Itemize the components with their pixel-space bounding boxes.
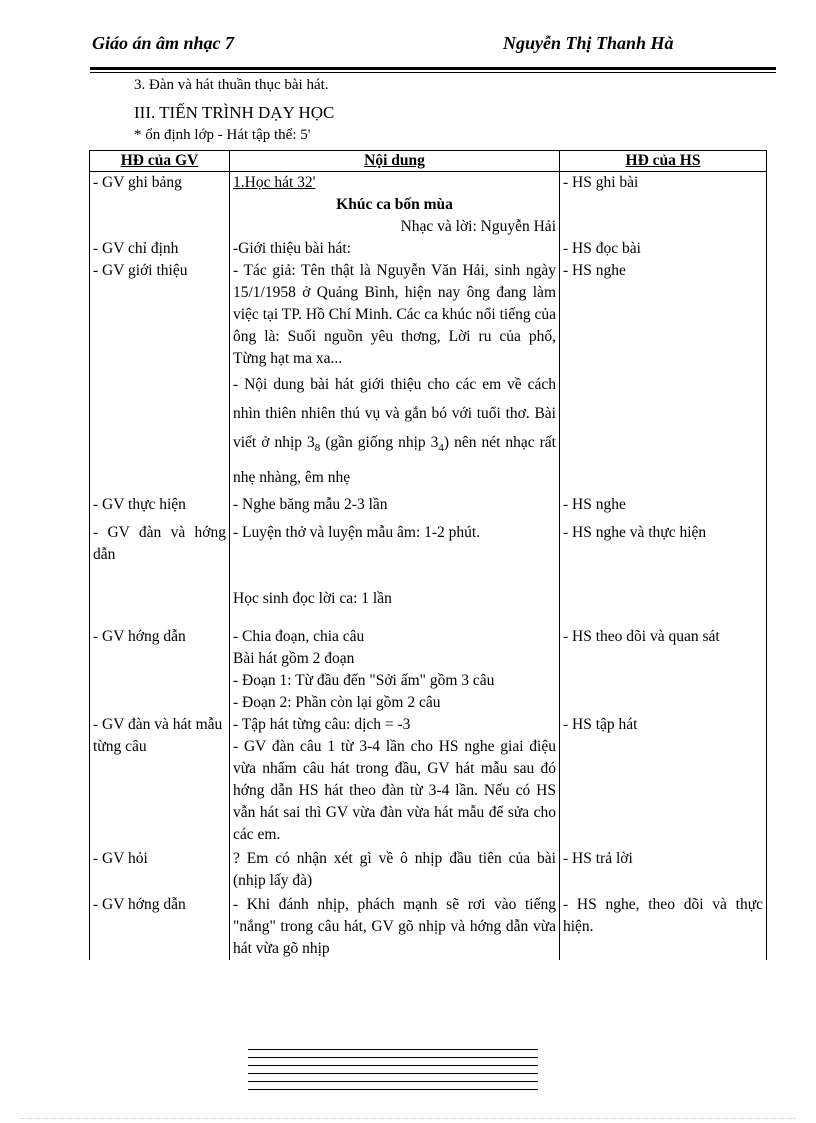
table-row bbox=[90, 522, 767, 566]
content-line: - Đoạn 2: Phần còn lại gồm 2 câu bbox=[233, 694, 441, 712]
content-line: - Chia đoạn, chia câu bbox=[233, 628, 365, 646]
table-row bbox=[90, 846, 767, 892]
table-row bbox=[90, 492, 767, 522]
gv-cell: - GV chỉ định bbox=[90, 238, 230, 260]
song-content-part-1: - Nội dung bài hát giới thiệu cho các em về cách nhìn thiên nhiên thú vụ và gắn bó với tuổi thơ. Bài viết ở nhịp 3 bbox=[233, 376, 556, 451]
header-left-title: Giáo án âm nhạc 7 bbox=[92, 33, 235, 53]
hs-cell bbox=[560, 566, 767, 626]
gv-cell: - GV hỏi bbox=[90, 846, 230, 892]
hs-cell: - HS theo dõi và quan sát bbox=[560, 626, 767, 714]
col-header-hs: HĐ của HS bbox=[560, 151, 767, 172]
col-header-content: Nội dung bbox=[230, 151, 560, 172]
footer-line bbox=[248, 1049, 538, 1050]
time-signature-denominator: 4 bbox=[438, 442, 444, 455]
header-rule-thin bbox=[90, 72, 776, 73]
table-row bbox=[90, 260, 767, 492]
hs-cell: - HS trả lời bbox=[560, 846, 767, 892]
hs-cell: - HS tập hát bbox=[560, 714, 767, 846]
content-line: - Đoạn 1: Từ đầu đến "Sởi ấm" gồm 3 câu bbox=[233, 672, 495, 690]
intro-line-1: 3. Đàn và hát thuần thục bài hát. bbox=[134, 77, 329, 93]
footer-line bbox=[248, 1065, 538, 1066]
gv-cell: - GV hớng dẫn bbox=[90, 892, 230, 960]
author-intro-text: - Tác giả: Tên thật là Nguyễn Văn Hải, sinh ngày 15/1/1958 ở Quảng Bình, hiện nay ông đang làm việc tại TP. Hồ Chí Minh. Các ca khúc nổi tiếng của ông là: Suối nguồn yêu thơng, Lời ru của phố, Từng hạt ma xa... bbox=[233, 262, 556, 367]
intro-line-3: * ổn định lớp - Hát tập thể: 5' bbox=[134, 127, 311, 143]
content-cell bbox=[230, 714, 560, 846]
content-line: - Tập hát từng câu: dịch = -3 bbox=[233, 716, 411, 734]
content-paragraph: - GV đàn câu 1 từ 3-4 lần cho HS nghe giai điệu vừa nhẩm câu hát trong đầu, GV hát mẫu sau đó hớng dẫn HS hát theo đàn từ 3-4 lần. Nếu có HS vẫn hát sai thì GV vừa đàn vừa hát mẫu để sửa cho các em. bbox=[233, 738, 556, 844]
gv-cell: - GV đàn và hớng dẫn bbox=[90, 522, 230, 566]
table-row bbox=[90, 892, 767, 960]
lesson-part-label: 1.Học hát 32' bbox=[233, 174, 316, 191]
header-right-author: Nguyễn Thị Thanh Hà bbox=[503, 33, 674, 53]
hs-cell: - HS ghi bài bbox=[560, 172, 767, 239]
footer-line bbox=[248, 1081, 538, 1082]
hs-cell: - HS nghe bbox=[560, 260, 767, 492]
content-cell bbox=[230, 260, 560, 492]
gv-cell: - GV thực hiện bbox=[90, 492, 230, 522]
gv-cell: - GV đàn và hát mẫu từng câu bbox=[90, 714, 230, 846]
footer-line bbox=[248, 1089, 538, 1090]
song-content-part-2: (gần giống nhịp 3 bbox=[320, 434, 439, 451]
time-signature-denominator: 8 bbox=[314, 442, 321, 455]
table-row bbox=[90, 566, 767, 626]
gv-cell: - GV giới thiệu bbox=[90, 260, 230, 492]
footer-line bbox=[248, 1073, 538, 1074]
gv-cell bbox=[90, 566, 230, 626]
col-header-gv: HĐ của GV bbox=[90, 151, 230, 172]
content-line: Bài hát gồm 2 đoạn bbox=[233, 650, 355, 668]
content-cell bbox=[230, 626, 560, 714]
hs-cell: - HS nghe, theo dõi và thực hiện. bbox=[560, 892, 767, 960]
table-row bbox=[90, 714, 767, 846]
page-bottom-dotted-line bbox=[20, 1118, 796, 1119]
table-header-row bbox=[90, 151, 767, 172]
content-cell: - Khi đánh nhịp, phách mạnh sẽ rơi vào tiếng "nắng" trong câu hát, GV gõ nhịp và hớng dẫn vừa hát vừa gõ nhịp bbox=[230, 892, 560, 960]
song-content-text bbox=[233, 370, 556, 492]
hs-cell: - HS đọc bài bbox=[560, 238, 767, 260]
song-content-part-3: ) nên nét nhạc rất nhẹ nhàng, êm nhẹ bbox=[233, 434, 556, 487]
gv-cell: - GV hớng dẫn bbox=[90, 626, 230, 714]
footer-line bbox=[248, 1057, 538, 1058]
section-heading: III. TIẾN TRÌNH DẠY HỌC bbox=[134, 103, 335, 122]
lesson-table bbox=[89, 150, 767, 960]
content-cell bbox=[230, 172, 560, 239]
song-title: Khúc ca bốn mùa bbox=[336, 196, 453, 213]
table-row bbox=[90, 626, 767, 714]
content-cell: - Luyện thở và luyện mẫu âm: 1-2 phút. bbox=[230, 522, 560, 566]
content-cell: ? Em có nhận xét gì về ô nhịp đầu tiên của bài (nhịp lấy đà) bbox=[230, 846, 560, 892]
gv-cell: - GV ghi bảng bbox=[90, 172, 230, 239]
content-cell: - Nghe băng mẫu 2-3 lần bbox=[230, 492, 560, 522]
content-cell: Học sinh đọc lời ca: 1 lần bbox=[230, 566, 560, 626]
table-row bbox=[90, 172, 767, 239]
content-cell: -Giới thiệu bài hát: bbox=[230, 238, 560, 260]
hs-cell: - HS nghe và thực hiện bbox=[560, 522, 767, 566]
header-rule-thick bbox=[90, 67, 776, 70]
hs-cell: - HS nghe bbox=[560, 492, 767, 522]
song-author: Nhạc và lời: Nguyễn Hải bbox=[400, 218, 556, 235]
table-row bbox=[90, 238, 767, 260]
